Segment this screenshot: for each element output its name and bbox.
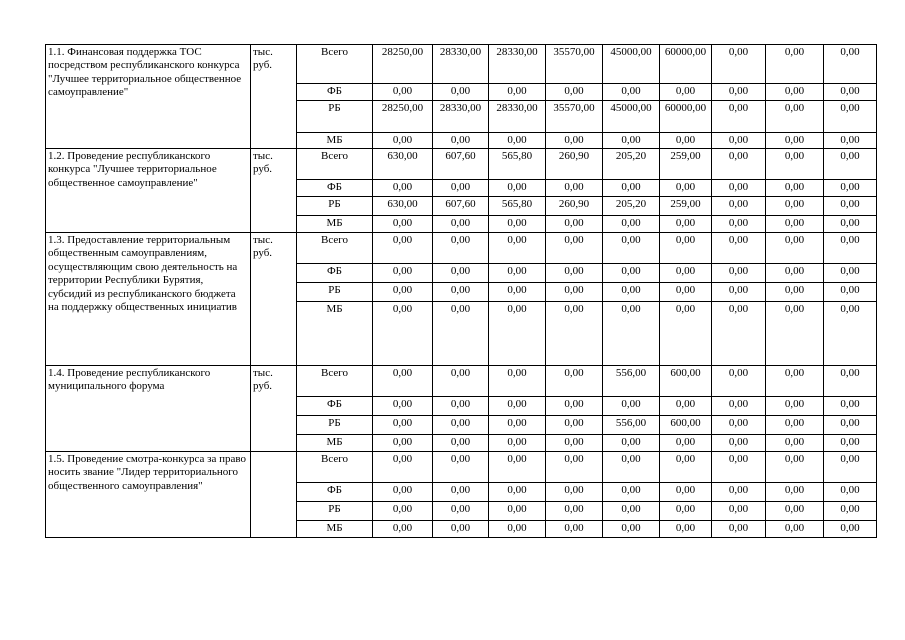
budget-table [45,44,877,538]
value-cell: 28330,00 [433,45,489,84]
value-cell: 0,00 [603,521,660,538]
value-cell: 205,20 [603,149,660,180]
value-cell: 0,00 [712,521,766,538]
value-cell: 0,00 [712,416,766,435]
section-name: 1.1. Финансовая поддержка ТОС посредством республиканского конкурса "Лучшее территориальное общественное самоуправление" [46,45,251,149]
value-cell: 0,00 [603,397,660,416]
value-cell: 0,00 [603,502,660,521]
value-cell: 0,00 [824,264,877,283]
value-cell: 259,00 [660,149,712,180]
section-name: 1.2. Проведение республиканского конкурса "Лучшее территориальное общественное самоуправление" [46,149,251,233]
value-cell: 28250,00 [373,101,433,133]
value-cell: 0,00 [546,302,603,366]
value-cell: 0,00 [766,149,824,180]
value-cell: 259,00 [660,197,712,216]
value-cell: 0,00 [433,366,489,397]
value-cell: 630,00 [373,197,433,216]
value-cell: 0,00 [489,180,546,197]
value-cell: 0,00 [824,283,877,302]
value-cell: 0,00 [433,452,489,483]
value-cell: 0,00 [766,502,824,521]
funding-source: МБ [297,216,373,233]
value-cell: 0,00 [603,283,660,302]
value-cell: 0,00 [373,416,433,435]
value-cell: 0,00 [824,521,877,538]
value-cell: 0,00 [546,180,603,197]
value-cell: 0,00 [766,45,824,84]
value-cell: 0,00 [766,197,824,216]
funding-source: РБ [297,502,373,521]
section-name: 1.4. Проведение республиканского муниципального форума [46,366,251,452]
value-cell: 565,80 [489,197,546,216]
value-cell: 0,00 [546,502,603,521]
value-cell: 0,00 [489,397,546,416]
value-cell: 0,00 [546,84,603,101]
value-cell: 260,90 [546,197,603,216]
value-cell: 0,00 [603,264,660,283]
value-cell: 0,00 [766,483,824,502]
value-cell: 0,00 [546,483,603,502]
value-cell: 0,00 [824,366,877,397]
value-cell: 205,20 [603,197,660,216]
value-cell: 0,00 [546,216,603,233]
funding-source: ФБ [297,483,373,502]
value-cell: 0,00 [373,397,433,416]
value-cell: 600,00 [660,366,712,397]
value-cell: 0,00 [660,133,712,149]
value-cell: 630,00 [373,149,433,180]
value-cell: 0,00 [824,233,877,264]
value-cell: 0,00 [489,416,546,435]
value-cell: 0,00 [433,133,489,149]
value-cell: 0,00 [546,283,603,302]
value-cell: 0,00 [489,264,546,283]
value-cell: 0,00 [766,133,824,149]
value-cell: 60000,00 [660,45,712,84]
value-cell: 28330,00 [489,45,546,84]
funding-source: РБ [297,197,373,216]
value-cell: 0,00 [824,416,877,435]
value-cell: 0,00 [603,216,660,233]
value-cell: 0,00 [373,216,433,233]
value-cell: 0,00 [712,502,766,521]
value-cell: 0,00 [712,452,766,483]
value-cell: 0,00 [546,133,603,149]
value-cell: 0,00 [712,180,766,197]
value-cell: 0,00 [373,435,433,452]
value-cell: 0,00 [489,233,546,264]
value-cell: 0,00 [603,133,660,149]
value-cell: 0,00 [546,397,603,416]
table-row [46,149,877,180]
value-cell: 0,00 [712,366,766,397]
funding-source: Всего [297,233,373,264]
value-cell: 0,00 [712,233,766,264]
value-cell: 0,00 [660,502,712,521]
funding-source: Всего [297,45,373,84]
value-cell: 0,00 [712,149,766,180]
section-unit: тыс. руб. [251,45,297,149]
value-cell: 0,00 [824,302,877,366]
value-cell: 607,60 [433,149,489,180]
funding-source: МБ [297,302,373,366]
value-cell: 0,00 [489,435,546,452]
funding-source: ФБ [297,180,373,197]
value-cell: 556,00 [603,366,660,397]
value-cell: 0,00 [546,264,603,283]
value-cell: 0,00 [766,233,824,264]
value-cell: 0,00 [712,264,766,283]
value-cell: 35570,00 [546,101,603,133]
value-cell: 0,00 [603,180,660,197]
value-cell: 0,00 [766,101,824,133]
value-cell: 0,00 [824,133,877,149]
value-cell: 260,90 [546,149,603,180]
value-cell: 0,00 [766,180,824,197]
value-cell: 0,00 [660,521,712,538]
funding-source: ФБ [297,264,373,283]
funding-source: МБ [297,521,373,538]
value-cell: 0,00 [712,101,766,133]
value-cell: 556,00 [603,416,660,435]
value-cell: 28330,00 [433,101,489,133]
value-cell: 0,00 [660,233,712,264]
value-cell: 0,00 [766,416,824,435]
table-body [46,45,877,538]
value-cell: 0,00 [489,366,546,397]
value-cell: 45000,00 [603,101,660,133]
value-cell: 0,00 [433,84,489,101]
value-cell: 0,00 [373,233,433,264]
value-cell: 0,00 [660,216,712,233]
value-cell: 0,00 [433,416,489,435]
value-cell: 0,00 [766,283,824,302]
value-cell: 0,00 [824,45,877,84]
value-cell: 45000,00 [603,45,660,84]
value-cell: 60000,00 [660,101,712,133]
value-cell: 0,00 [603,435,660,452]
value-cell: 0,00 [766,302,824,366]
value-cell: 0,00 [660,302,712,366]
value-cell: 0,00 [433,397,489,416]
section-name: 1.5. Проведение смотра-конкурса за право носить звание "Лидер территориального общественного самоуправления" [46,452,251,538]
value-cell: 0,00 [660,180,712,197]
value-cell: 0,00 [660,84,712,101]
section-name: 1.3. Предоставление территориальным общественным самоуправлениям, осуществляющим свою деятельность на территории Республики Бурятия, субсидий из республиканского бюджета на поддержку общественных инициатив [46,233,251,366]
value-cell: 0,00 [433,264,489,283]
value-cell: 0,00 [824,101,877,133]
value-cell: 0,00 [373,302,433,366]
value-cell: 0,00 [603,483,660,502]
value-cell: 0,00 [824,502,877,521]
value-cell: 28330,00 [489,101,546,133]
value-cell: 607,60 [433,197,489,216]
value-cell: 0,00 [373,84,433,101]
value-cell: 0,00 [824,452,877,483]
value-cell: 0,00 [373,502,433,521]
section-unit: тыс. руб. [251,366,297,452]
value-cell: 0,00 [766,264,824,283]
value-cell: 0,00 [489,216,546,233]
value-cell: 0,00 [660,452,712,483]
funding-source: РБ [297,283,373,302]
value-cell: 0,00 [712,283,766,302]
value-cell: 35570,00 [546,45,603,84]
value-cell: 0,00 [433,521,489,538]
value-cell: 0,00 [660,264,712,283]
value-cell: 0,00 [546,452,603,483]
funding-source: Всего [297,149,373,180]
table-row [46,233,877,264]
value-cell: 0,00 [712,483,766,502]
value-cell: 0,00 [373,180,433,197]
value-cell: 0,00 [766,435,824,452]
value-cell: 0,00 [433,233,489,264]
value-cell: 0,00 [603,302,660,366]
section-unit [251,452,297,538]
value-cell: 0,00 [546,233,603,264]
value-cell: 0,00 [489,521,546,538]
value-cell: 0,00 [824,180,877,197]
table-row [46,45,877,84]
value-cell: 28250,00 [373,45,433,84]
value-cell: 0,00 [373,264,433,283]
value-cell: 565,80 [489,149,546,180]
table-row [46,366,877,397]
value-cell: 0,00 [373,521,433,538]
value-cell: 0,00 [433,180,489,197]
value-cell: 0,00 [712,197,766,216]
value-cell: 0,00 [433,435,489,452]
value-cell: 0,00 [660,283,712,302]
value-cell: 0,00 [546,416,603,435]
value-cell: 0,00 [433,502,489,521]
value-cell: 0,00 [766,397,824,416]
value-cell: 0,00 [546,435,603,452]
value-cell: 0,00 [766,216,824,233]
value-cell: 0,00 [489,84,546,101]
value-cell: 0,00 [433,302,489,366]
value-cell: 0,00 [712,45,766,84]
value-cell: 0,00 [603,452,660,483]
section-unit: тыс. руб. [251,233,297,366]
funding-source: РБ [297,101,373,133]
value-cell: 0,00 [824,197,877,216]
value-cell: 0,00 [766,521,824,538]
value-cell: 0,00 [373,283,433,302]
value-cell: 0,00 [603,84,660,101]
funding-source: Всего [297,366,373,397]
table-row [46,452,877,483]
value-cell: 0,00 [824,84,877,101]
section-unit: тыс. руб. [251,149,297,233]
value-cell: 0,00 [766,84,824,101]
funding-source: МБ [297,133,373,149]
value-cell: 0,00 [489,502,546,521]
funding-source: РБ [297,416,373,435]
value-cell: 0,00 [712,302,766,366]
value-cell: 0,00 [603,233,660,264]
value-cell: 0,00 [546,521,603,538]
value-cell: 0,00 [373,366,433,397]
value-cell: 0,00 [373,133,433,149]
value-cell: 0,00 [373,452,433,483]
value-cell: 600,00 [660,416,712,435]
value-cell: 0,00 [824,397,877,416]
value-cell: 0,00 [489,302,546,366]
value-cell: 0,00 [824,483,877,502]
value-cell: 0,00 [489,133,546,149]
value-cell: 0,00 [712,435,766,452]
value-cell: 0,00 [824,149,877,180]
value-cell: 0,00 [433,216,489,233]
value-cell: 0,00 [433,283,489,302]
value-cell: 0,00 [712,133,766,149]
value-cell: 0,00 [546,366,603,397]
value-cell: 0,00 [489,283,546,302]
funding-source: ФБ [297,397,373,416]
value-cell: 0,00 [489,483,546,502]
value-cell: 0,00 [373,483,433,502]
funding-source: Всего [297,452,373,483]
value-cell: 0,00 [766,366,824,397]
value-cell: 0,00 [766,452,824,483]
value-cell: 0,00 [712,84,766,101]
value-cell: 0,00 [712,216,766,233]
value-cell: 0,00 [433,483,489,502]
funding-source: ФБ [297,84,373,101]
value-cell: 0,00 [489,452,546,483]
funding-source: МБ [297,435,373,452]
value-cell: 0,00 [824,216,877,233]
value-cell: 0,00 [660,435,712,452]
value-cell: 0,00 [660,397,712,416]
value-cell: 0,00 [712,397,766,416]
value-cell: 0,00 [660,483,712,502]
value-cell: 0,00 [824,435,877,452]
